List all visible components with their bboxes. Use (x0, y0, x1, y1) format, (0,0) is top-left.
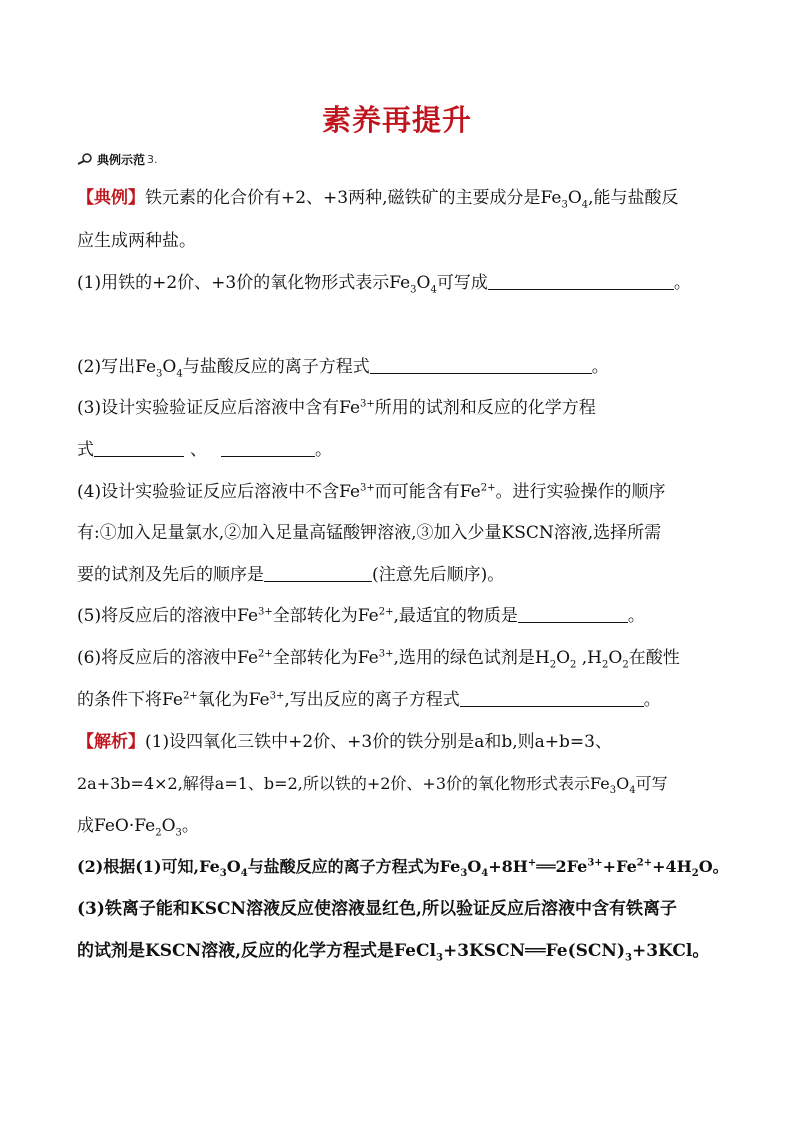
analysis-1-line1: 【解析】(1)设四氧化三铁中+2价、+3价的铁分别是a和b,则a+b=3、 (77, 732, 612, 752)
page-title: 素养再提升 (321, 103, 472, 137)
section-tag (77, 150, 158, 168)
question-5: (5)将反应后的溶液中$Fe^{3+}$全部转化为$Fe^{2+}$,最适宜的物质是 。 (77, 606, 645, 626)
analysis-3-line2: 的试剂是KSCN溶液,反应的化学方程式是$FeCl_3+3KSCN══Fe(SCN)_3+3KCl$。 (77, 941, 710, 964)
question-3-line2: 式 、 。 (77, 440, 332, 460)
section-tag-label: 典例示范 (97, 152, 146, 167)
question-4-line1: (4)设计实验验证反应后溶液中不含$Fe^{3+}$而可能含有$Fe^{2+}$。进行实验操作的顺序 (77, 482, 666, 502)
answer-blank-6[interactable] (460, 689, 644, 707)
question-3-line1: (3)设计实验验证反应后溶液中含有$Fe^{3+}$所用的试剂和反应的化学方程 (77, 398, 596, 418)
answer-blank-3a[interactable] (94, 439, 184, 457)
question-1: (1)用铁的+2价、+3价的氧化物形式表示$Fe_3O_4$可写成 。 (77, 273, 691, 296)
answer-blank-4[interactable] (264, 564, 372, 582)
analysis-1-line3: 成$FeO\cdot Fe_2O_3$。 (77, 816, 199, 839)
answer-blank-1[interactable] (488, 272, 674, 290)
analysis-label: 【解析】 (77, 732, 145, 752)
answer-blank-5[interactable] (518, 605, 628, 623)
question-2: (2)写出$Fe_3O_4$与盐酸反应的离子方程式 。 (77, 357, 609, 380)
magnifier-icon (77, 153, 93, 165)
question-4-line3: 要的试剂及先后的顺序是 (注意先后顺序)。 (77, 565, 505, 585)
example-label: 【典例】 (77, 188, 145, 208)
answer-blank-3b[interactable] (221, 439, 315, 457)
question-4-line2: 有:①加入足量氯水,②加入足量高锰酸钾溶液,③加入少量KSCN溶液,选择所需 (77, 523, 662, 543)
analysis-1-line2: 2a+3b=4×2,解得a=1、b=2,所以铁的+2价、+3价的氧化物形式表示$Fe_3O_4$可写 (77, 774, 668, 797)
question-6-line2: 的条件下将$Fe^{2+}$氧化为$Fe^{3+}$,写出反应的离子方程式 。 (77, 690, 661, 710)
answer-blank-2[interactable] (370, 356, 592, 374)
analysis-2: (2)根据(1)可知$,Fe_3O_4$与盐酸反应的离子方程式为$Fe_3O_4+8H^+══2Fe^{3+}+Fe^{2+}+4H_2O$。 (77, 857, 729, 880)
example-intro-line2: 应生成两种盐。 (77, 231, 196, 251)
section-tag-tail: 3. (147, 152, 158, 166)
example-intro-line1: 【典例】铁元素的化合价有+2、+3两种,磁铁矿的主要成分是$Fe_3O_4$,能与盐酸反 (77, 188, 679, 211)
analysis-3-line1: (3)铁离子能和KSCN溶液反应使溶液显红色,所以验证反应后溶液中含有铁离子 (77, 899, 677, 919)
question-6-line1: (6)将反应后的溶液中$Fe^{2+}$全部转化为$Fe^{3+}$,选用的绿色试剂是$H_2O_2$ $,H_2O_2$在酸性 (77, 648, 680, 671)
